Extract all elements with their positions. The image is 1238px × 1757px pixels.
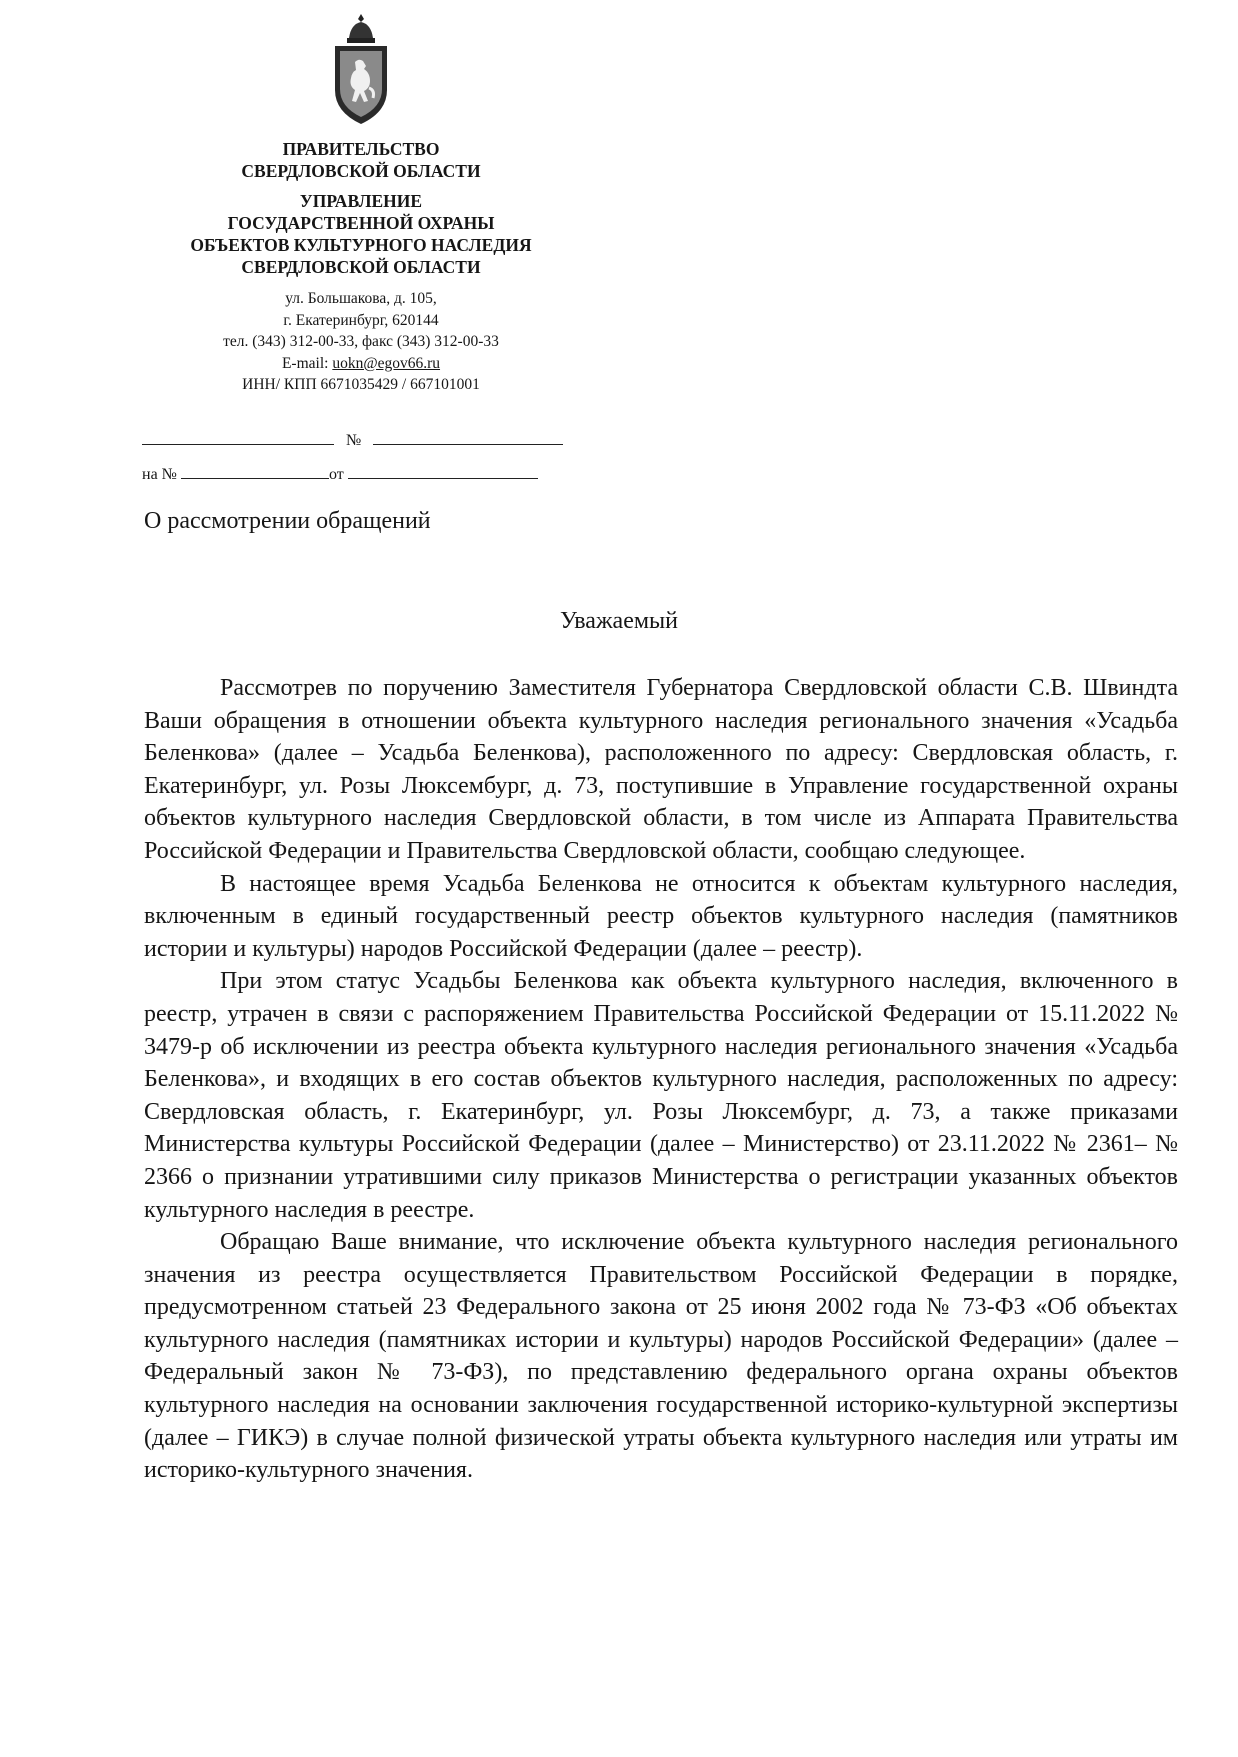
reply-from-label: от [328, 466, 344, 483]
reply-date-blank [348, 464, 538, 479]
paragraph: Обращаю Ваше внимание, что исключение объекта культурного наследия регионального значения из реестра осуществляется Правительством Российской Федерации в порядке, предусмотренном статьей 23 Федерального закона от 25 июня 2002 года № 73-ФЗ «Об объектах культурного наследия (памятниках истории и культуры) народов Российской Федерации» (далее – Федеральный закон № 73-ФЗ), по представлению федерального органа охраны объектов культурного наследия на основании заключения государственной историко-культурной экспертизы (далее – ГИКЭ) в случае полной физической утраты объекта культурного наследия или утраты им историко-культурного значения. [144, 1229, 1178, 1484]
government-name [134, 138, 588, 182]
salutation: Уважаемый [560, 608, 678, 634]
letter-body [144, 672, 1178, 1487]
org-line: ГОСУДАРСТВЕННОЙ ОХРАНЫ [227, 213, 495, 233]
address-line: г. Екатеринбург, 620144 [283, 311, 439, 329]
org-line: ПРАВИТЕЛЬСТВО [282, 139, 440, 159]
sverdlovsk-coat-of-arms-icon [329, 12, 393, 128]
paragraph: При этом статус Усадьбы Беленкова как объекта культурного наследия, включенного в реестр, утрачен в связи с распоряжением Правительства Российской Федерации от 15.11.2022 № 3479-р об исключении из реестра объекта культурного наследия регионального значения «Усадьба Беленкова», и входящих в его состав объектов культурного наследия, расположенных по адресу: Свердловская область, г. Екатеринбург, ул. Розы Люксембург, д. 73, а также приказами Министерства культуры Российской Федерации (далее – Министерство) от 23.11.2022 № 2361– № 2366 о признании утратившими силу приказов Министерства о регистрации указанных объектов культурного наследия в реестре. [144, 968, 1178, 1223]
date-blank [142, 430, 334, 445]
phone-fax: тел. (343) 312-00-33, факс (343) 312-00-33 [223, 333, 499, 350]
org-line: ОБЪЕКТОВ КУЛЬТУРНОГО НАСЛЕДИЯ [190, 235, 532, 255]
address-line: ул. Большакова, д. 105, [285, 290, 437, 307]
org-line: СВЕРДЛОВСКОЙ ОБЛАСТИ [241, 161, 481, 181]
number-sign: № [346, 432, 362, 449]
email-label: E-mail: [281, 354, 333, 372]
reply-number-blank [181, 464, 329, 479]
outgoing-registration-line [142, 430, 563, 451]
number-blank [373, 430, 563, 445]
email-line [134, 353, 588, 375]
letter-subject: О рассмотрении обращений [144, 508, 431, 534]
email-link[interactable]: uokn@egov66.ru [332, 354, 441, 372]
contacts [134, 288, 588, 396]
org-line: УПРАВЛЕНИЕ [299, 191, 423, 211]
paragraph: В настоящее время Усадьба Беленкова не относится к объектам культурного наследия, включенным в единый государственный реестр объектов культурного наследия (памятников истории и культуры) народов Российской Федерации (далее – реестр). [144, 870, 1178, 962]
reply-registration-line [142, 464, 538, 485]
org-line: СВЕРДЛОВСКОЙ ОБЛАСТИ [241, 257, 481, 277]
paragraph: Рассмотрев по поручению Заместителя Губернатора Свердловской области С.В. Швиндта Ваши обращения в отношении объекта культурного наследия регионального значения «Усадьба Беленкова» (далее – Усадьба Беленкова), расположенного по адресу: Свердловская область, г. Екатеринбург, ул. Розы Люксембург, д. 73, поступившие в Управление государственной охраны объектов культурного наследия Свердловской области, в том числе из Аппарата Правительства Российской Федерации и Правительства Свердловской области, сообщаю следующее. [144, 675, 1178, 864]
department-name [134, 190, 588, 278]
reply-number-label: на № [142, 466, 177, 483]
inn-kpp: ИНН/ КПП 6671035429 / 667101001 [242, 376, 480, 393]
letterhead [134, 12, 588, 396]
